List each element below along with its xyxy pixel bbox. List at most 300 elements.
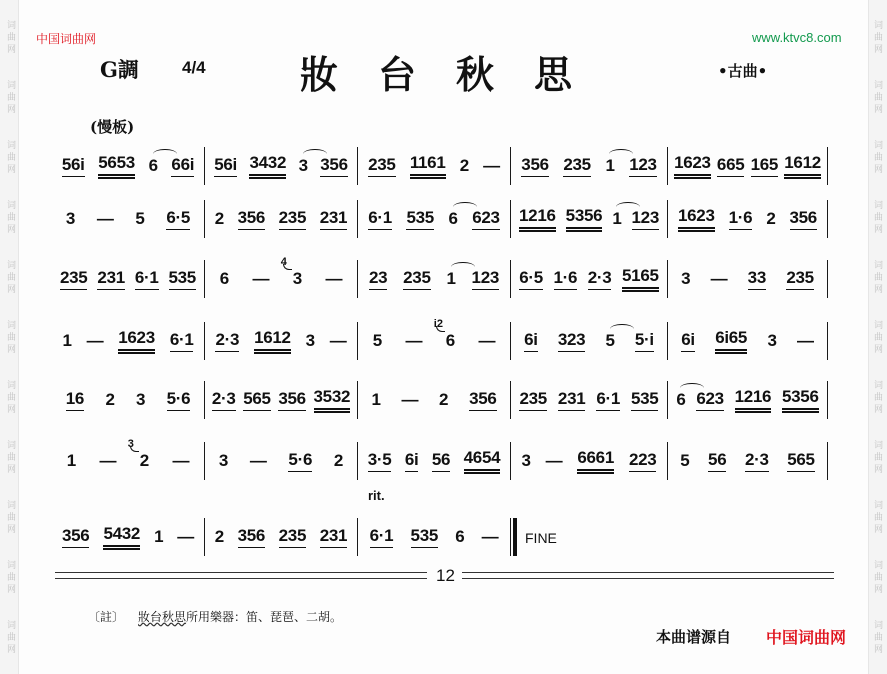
page-separator-right — [462, 572, 834, 579]
left-watermark-text: 词曲网 — [5, 620, 15, 656]
note-group — [66, 389, 84, 411]
note-group — [521, 155, 548, 177]
note-text: 5 — [680, 450, 690, 470]
genre-label: •古曲• — [718, 62, 768, 80]
note-text: 33 — [747, 268, 766, 287]
tempo-marking: (慢板) — [90, 118, 135, 136]
note-text: 535 — [631, 389, 659, 408]
measure — [205, 147, 358, 185]
score-line — [52, 381, 828, 419]
score-line — [52, 255, 828, 298]
note-text: 6i — [524, 330, 538, 349]
note-dash — [406, 331, 423, 352]
note-group — [405, 450, 419, 472]
note-text: — — [325, 268, 343, 288]
measure — [358, 147, 511, 185]
note-group — [631, 389, 658, 411]
right-watermark-text: 词曲网 — [872, 620, 882, 656]
note-text: 231 — [97, 268, 125, 287]
note-group — [566, 206, 603, 232]
note-group — [519, 268, 543, 290]
note-group — [432, 450, 450, 472]
note-text: 5 — [372, 330, 382, 350]
note-text: 623 — [472, 208, 500, 227]
note-group — [577, 448, 614, 474]
note-group — [103, 524, 140, 550]
note-group — [368, 208, 392, 230]
note-text: 356 — [521, 155, 549, 174]
measure — [511, 260, 668, 298]
note-dash — [253, 269, 270, 290]
note-text: 6·5 — [519, 268, 543, 287]
note-group — [215, 209, 224, 230]
note-group — [717, 155, 744, 177]
note-text: 56i — [214, 155, 237, 174]
grace-note: 4 — [281, 252, 287, 272]
note-group — [334, 451, 343, 472]
note-text: 3 — [292, 268, 302, 288]
note-text: 66i — [171, 155, 195, 174]
note-text: 23 — [368, 268, 388, 287]
note-text: 165 — [750, 155, 779, 174]
note-text: 1 — [446, 268, 456, 288]
note-group — [745, 450, 769, 472]
note-text: 6 — [676, 389, 686, 409]
note-group — [243, 389, 270, 411]
note-text: 3 — [681, 268, 691, 288]
note-dash — [97, 209, 114, 230]
note-group — [784, 153, 821, 179]
note-group — [767, 331, 776, 352]
note-group — [460, 156, 469, 177]
left-watermark-text: 词曲网 — [5, 560, 15, 596]
note-text: 1 — [371, 389, 381, 409]
note-text: 1 — [605, 155, 615, 175]
note-text: 231 — [557, 389, 586, 408]
note-group — [278, 389, 305, 411]
note-group — [62, 526, 89, 548]
note-text: 6·1 — [369, 526, 394, 545]
note-text: 2·3 — [744, 450, 769, 469]
ritardando-marking: rit. — [368, 488, 385, 503]
note-text: 2 — [139, 450, 149, 470]
note-group — [135, 209, 144, 230]
note-group — [696, 389, 723, 411]
note-text: — — [177, 526, 194, 546]
note-text: 1 — [154, 526, 164, 546]
note-text: 231 — [319, 526, 348, 545]
note-group — [410, 153, 446, 179]
measure — [358, 260, 511, 298]
note-dash — [401, 390, 418, 411]
note-text: — — [172, 450, 190, 470]
note-text: — — [797, 330, 814, 350]
note-text: 2 — [214, 526, 224, 546]
note-text: 565 — [243, 389, 271, 408]
note-text: — — [86, 330, 104, 350]
note-group — [60, 268, 87, 290]
note-text: 6 — [448, 208, 458, 228]
note-group — [373, 331, 382, 352]
note-text: 5 — [605, 330, 615, 350]
note-text: 1623 — [118, 328, 155, 347]
note-group — [254, 328, 291, 354]
note-group — [167, 389, 191, 411]
note-group — [447, 269, 456, 290]
note-text: — — [710, 268, 728, 288]
page-separator-left — [55, 572, 427, 579]
note-text: 123 — [631, 208, 659, 227]
note-group — [464, 448, 501, 474]
note-group — [558, 330, 585, 352]
note-text: 356 — [469, 389, 497, 408]
note-group — [320, 155, 347, 177]
note-text: — — [249, 450, 267, 470]
note-group — [320, 208, 347, 230]
left-watermark-text: 词曲网 — [5, 260, 15, 296]
note-group — [472, 208, 499, 230]
note-group — [66, 209, 75, 230]
fine-marking: FINE — [525, 530, 557, 546]
note-text: 356 — [237, 208, 266, 227]
measure — [205, 322, 358, 360]
note-group — [554, 268, 578, 290]
right-watermark-text: 词曲网 — [872, 320, 882, 356]
note-group — [632, 208, 659, 230]
footnote-subject: 妝台秋思 — [138, 610, 187, 624]
measure — [205, 518, 358, 556]
note-text: 1 — [62, 330, 72, 350]
note-dash — [172, 451, 189, 472]
note-group — [606, 331, 615, 352]
site-logo-text: 中国词曲网 — [36, 32, 97, 46]
measure — [205, 200, 358, 238]
note-text: 323 — [557, 330, 586, 349]
note-group — [215, 527, 224, 548]
note-text: 6661 — [577, 448, 614, 467]
note-group — [219, 451, 228, 472]
note-group — [563, 155, 590, 177]
measure — [668, 381, 828, 419]
note-text: 235 — [368, 155, 396, 174]
note-text: 1 — [612, 208, 622, 228]
note-text: 235 — [403, 268, 431, 287]
note-text: 56i — [61, 155, 85, 174]
note-text: 2 — [105, 389, 115, 409]
note-group — [735, 387, 772, 413]
note-group — [782, 387, 819, 413]
note-group — [314, 387, 351, 413]
measure — [52, 437, 205, 480]
note-group — [97, 268, 124, 290]
note-group — [519, 389, 546, 411]
note-group — [371, 390, 380, 411]
note-text: 5·i — [634, 330, 654, 349]
note-group — [680, 451, 689, 472]
note-text: — — [478, 330, 496, 350]
note-group — [674, 153, 711, 179]
right-watermark-text: 词曲网 — [872, 80, 882, 116]
note-text: 3 — [767, 330, 777, 350]
note-text: 123 — [629, 155, 657, 174]
note-text: 2·3 — [215, 330, 240, 349]
note-group — [166, 208, 190, 230]
note-text: 5·6 — [166, 389, 191, 408]
note-dash — [330, 331, 347, 352]
note-text: 2 — [459, 155, 469, 175]
note-group — [622, 266, 659, 292]
note-text: 6 — [455, 526, 465, 546]
note-text: 6·5 — [166, 208, 191, 227]
note-text: 2 — [439, 389, 449, 409]
note-text: 235 — [59, 268, 88, 287]
score-line — [52, 147, 828, 185]
note-group — [729, 208, 753, 230]
note-group — [406, 208, 433, 230]
note-group — [596, 389, 620, 411]
note-dash — [797, 331, 814, 352]
note-text: 3·5 — [367, 450, 392, 469]
note-text: 565 — [787, 450, 815, 469]
source-site-link[interactable]: 中国词曲网 — [766, 628, 847, 647]
note-group — [786, 268, 813, 290]
note-group — [279, 526, 306, 548]
note-group — [149, 156, 158, 177]
note-group — [715, 328, 747, 354]
note-group — [411, 526, 438, 548]
note-group — [605, 156, 614, 177]
note-group — [558, 389, 585, 411]
note-dash — [177, 527, 194, 548]
right-watermark-text: 词曲网 — [872, 560, 882, 596]
note-text: 1623 — [678, 206, 715, 225]
note-text: 6·1 — [596, 389, 621, 408]
note-text: 3532 — [313, 387, 351, 406]
note-group — [299, 156, 308, 177]
score-line — [52, 317, 828, 360]
note-text: 1612 — [784, 153, 821, 172]
note-group — [212, 389, 236, 411]
note-text: 356 — [320, 155, 348, 174]
note-text: 235 — [563, 155, 591, 174]
note-text: 1161 — [409, 153, 446, 172]
footnote-mark: 〔註〕 — [88, 610, 125, 624]
measure — [358, 200, 511, 238]
note-group — [238, 208, 265, 230]
score-line — [52, 200, 828, 238]
note-text: 6·1 — [368, 208, 392, 227]
note-text: — — [329, 330, 347, 350]
note-group — [449, 209, 458, 230]
score-line — [52, 437, 828, 480]
note-text: 356 — [237, 526, 266, 545]
left-watermark-text: 词曲网 — [5, 320, 15, 356]
note-group — [368, 155, 395, 177]
note-group — [368, 450, 392, 472]
note-dash — [325, 269, 342, 290]
note-group — [169, 268, 196, 290]
measure — [52, 147, 205, 185]
measure — [358, 381, 511, 419]
right-watermark-text: 词曲网 — [872, 20, 882, 56]
time-signature: 4/4 — [182, 58, 206, 77]
note-text: 2·3 — [587, 268, 612, 287]
note-text: 3 — [65, 208, 76, 228]
measure — [358, 442, 511, 480]
note-group — [279, 208, 306, 230]
note-text: 235 — [278, 526, 307, 545]
note-group — [790, 208, 817, 230]
note-group — [215, 330, 239, 352]
measure — [205, 442, 358, 480]
note-text: 5 — [135, 208, 145, 228]
note-group — [629, 155, 656, 177]
left-watermark-text: 词曲网 — [5, 200, 15, 236]
note-group — [469, 389, 496, 411]
note-group — [629, 450, 656, 472]
note-group — [280, 255, 302, 290]
right-watermark-text: 词曲网 — [872, 500, 882, 536]
note-text: 2 — [333, 450, 344, 470]
note-group — [214, 155, 237, 177]
site-url: www.ktvc8.com — [752, 30, 842, 45]
note-group — [522, 451, 531, 472]
note-text: 6 — [148, 155, 158, 175]
measure — [358, 317, 511, 360]
grace-note: 3 — [128, 434, 134, 454]
note-text: 1 — [66, 450, 76, 470]
note-text: — — [99, 450, 117, 470]
note-text: 231 — [319, 208, 348, 227]
key-signature: G調 — [100, 57, 139, 82]
note-text: 2 — [766, 208, 776, 228]
note-dash — [483, 156, 500, 177]
score-line — [52, 518, 557, 556]
note-text: 16 — [65, 389, 85, 408]
note-group — [62, 155, 85, 177]
left-watermark-text: 词曲网 — [5, 500, 15, 536]
measure — [511, 322, 668, 360]
note-text: 535 — [406, 208, 434, 227]
note-group — [306, 331, 315, 352]
note-group — [588, 268, 612, 290]
note-text: 1216 — [519, 206, 556, 225]
left-watermark-text: 词曲网 — [5, 20, 15, 56]
note-group — [433, 317, 455, 352]
note-group — [62, 331, 71, 352]
grace-note: i2 — [434, 314, 443, 334]
measure — [52, 381, 205, 419]
note-group — [220, 269, 229, 290]
final-measure — [358, 518, 511, 556]
note-dash — [250, 451, 267, 472]
note-group — [288, 450, 312, 472]
note-group — [105, 390, 114, 411]
measure — [668, 260, 828, 298]
note-group — [67, 451, 76, 472]
page-number: 12 — [436, 566, 455, 585]
note-text: 356 — [278, 389, 306, 408]
note-text: 623 — [696, 389, 724, 408]
note-group — [238, 526, 265, 548]
note-group — [136, 390, 145, 411]
note-text: 3 — [218, 450, 229, 470]
note-text: 5356 — [781, 387, 819, 406]
note-group — [635, 330, 654, 352]
note-text: 5·6 — [288, 450, 313, 469]
measure — [52, 200, 205, 238]
source-prefix: 本曲谱源自 — [656, 628, 732, 646]
note-text: 535 — [168, 268, 196, 287]
note-group — [472, 268, 499, 290]
note-group — [127, 437, 149, 472]
note-text: 6i65 — [715, 328, 748, 347]
note-group — [751, 155, 778, 177]
note-text: 3 — [136, 389, 146, 409]
left-watermark-text: 词曲网 — [5, 140, 15, 176]
note-group — [787, 450, 814, 472]
note-text: 1216 — [734, 387, 772, 406]
note-text: 1612 — [254, 328, 291, 347]
note-text: 2·3 — [211, 389, 236, 408]
note-dash — [482, 527, 499, 548]
right-watermark-text: 词曲网 — [872, 260, 882, 296]
measure — [52, 260, 205, 298]
left-watermark-text: 词曲网 — [5, 440, 15, 476]
note-text: 3432 — [249, 153, 287, 172]
note-group — [135, 268, 159, 290]
note-dash — [87, 331, 104, 352]
note-text: — — [96, 208, 114, 228]
note-group — [320, 526, 347, 548]
right-watermark-text: 词曲网 — [872, 140, 882, 176]
note-text: 1·6 — [728, 208, 753, 227]
note-group — [681, 330, 695, 352]
note-text: — — [483, 155, 500, 175]
note-group — [766, 209, 775, 230]
note-text: 356 — [789, 208, 817, 227]
footnote-text: 所用樂器：笛、琵琶、二胡。 — [186, 610, 343, 624]
measure — [52, 322, 205, 360]
note-text: 6 — [219, 268, 229, 288]
note-group — [439, 390, 448, 411]
measure — [205, 381, 358, 419]
note-text: 235 — [278, 208, 307, 227]
note-text: 6i — [681, 330, 695, 349]
measure — [668, 442, 828, 480]
note-text: 5653 — [98, 153, 135, 172]
note-group — [154, 527, 163, 548]
note-text: — — [545, 450, 563, 470]
left-watermark-text: 词曲网 — [5, 80, 15, 116]
note-group — [98, 153, 135, 179]
footnote — [88, 608, 342, 625]
note-text: 2 — [214, 208, 224, 228]
note-text: 235 — [786, 268, 814, 287]
note-text: 3 — [298, 155, 308, 175]
note-group — [708, 450, 726, 472]
right-watermark-text: 词曲网 — [872, 380, 882, 416]
note-text: — — [252, 268, 270, 288]
note-group — [171, 155, 194, 177]
note-group — [118, 328, 155, 354]
note-text: 123 — [471, 268, 500, 287]
note-text: 56 — [708, 450, 727, 469]
measure — [205, 255, 358, 298]
note-dash — [478, 331, 495, 352]
measure — [511, 200, 668, 238]
note-text: — — [401, 389, 419, 409]
